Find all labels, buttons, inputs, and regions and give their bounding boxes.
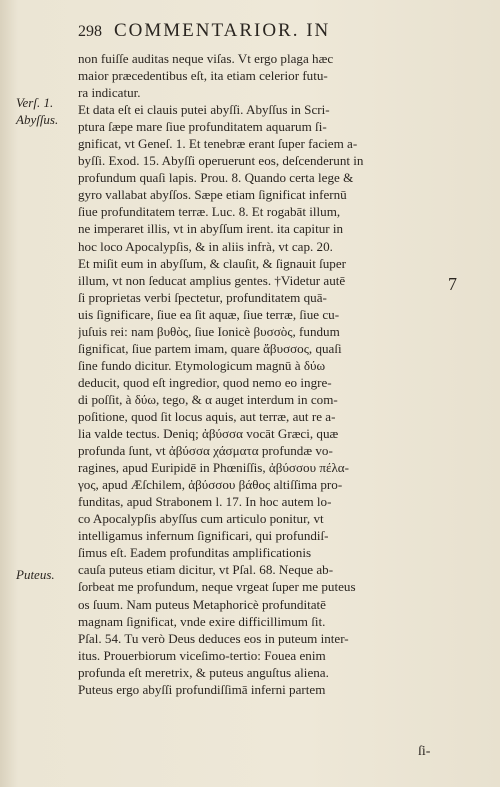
text-line: ſiue profunditatem terræ. Luc. 8. Et rogabāt illum, bbox=[78, 204, 341, 220]
text-line: illum, vt non ſeducat amplius gentes. †Videtur autē bbox=[78, 272, 346, 288]
signature-mark: ſi- bbox=[418, 744, 431, 759]
text-line: lia valde tectus. Deniq; ἀβύσσα vocāt Græci, quæ bbox=[78, 426, 339, 442]
text-line: ragines, apud Euripidē in Phœniſſis, ἀβύσσου πέλα- bbox=[78, 460, 350, 476]
right-margin-number: 7 bbox=[448, 274, 457, 294]
text-line: juſuis rei: nam βυθὸς, ſiue Ionicè βυσσὸς, fundum bbox=[78, 323, 340, 339]
text-line: intelligamus infernum ſignificari, qui profundiſ- bbox=[78, 528, 329, 544]
text-line: ſi proprietas verbi ſpectetur, profunditatem quā- bbox=[78, 289, 327, 305]
text-line: Et data eſt ei clauis putei abyſſi. Abyſſus in Scri- bbox=[78, 102, 330, 118]
text-line: cauſa puteus etiam dicitur, vt Pſal. 68. Neque ab- bbox=[78, 562, 334, 578]
text-line: ſignificat, ſiue partem imam, quare ἄβυσσος, quaſi bbox=[78, 340, 342, 356]
text-line: hoc loco Apocalypſis, & in aliis infrà, vt cap. 20. bbox=[78, 238, 333, 254]
text-line: profundum quaſi lapis. Prou. 8. Quando certa lege & bbox=[78, 170, 354, 186]
text-line: non fuiſſe auditas neque viſas. Vt ergo plaga hæc bbox=[78, 51, 334, 66]
text-line: itus. Prouerbiorum viceſimo-tertio: Fouea enim bbox=[78, 647, 326, 663]
text-line: ſimus eſt. Eadem profunditas amplificationis bbox=[78, 545, 312, 561]
text-line: funditas, apud Strabonem l. 17. In hoc autem lo- bbox=[78, 494, 332, 510]
margin-note-puteus: Puteus. bbox=[16, 567, 55, 582]
text-line: byſſi. Exod. 15. Abyſſi operuerunt eos, deſcenderunt in bbox=[78, 153, 364, 169]
text-line: ne imperaret illis, vt in abyſſum irent. ita capitur in bbox=[78, 221, 344, 237]
text-line: co Apocalypſis abyſſus cum articulo ponitur, vt bbox=[78, 511, 324, 527]
text-line: gnificat, vt Geneſ. 1. Et tenebræ erant ſuper faciem a- bbox=[78, 136, 358, 152]
text-line: os ſuum. Nam puteus Metaphoricè profunditatē bbox=[78, 596, 326, 612]
text-line: poſitione, quod ſit locus aquis, aut terræ, aut re a- bbox=[78, 408, 336, 424]
text-line: maior præcedentibus eſt, ita etiam celerior futu- bbox=[78, 68, 328, 84]
text-line: gyro vallabat abyſſos. Sæpe etiam ſignificat infernū bbox=[78, 187, 347, 203]
text-line: Puteus ergo abyſſi profundiſſimā inferni partem bbox=[78, 681, 326, 697]
text-body bbox=[78, 50, 420, 698]
text-line: di poſſit, à δύω, tego, & α auget interdum in com- bbox=[78, 391, 338, 407]
text-line: Et miſit eum in abyſſum, & clauſit, & ſignauit ſuper bbox=[78, 255, 347, 271]
text-line: magnam ſignificat, vnde exire difficillimum ſit. bbox=[78, 613, 326, 629]
margin-note-verse: Verſ. 1. bbox=[16, 95, 54, 110]
text-line: ra indicatur. bbox=[78, 85, 141, 101]
text-line: profunda ſunt, vt ἀβύσσα χάσματα profundæ vo- bbox=[78, 443, 333, 459]
text-line: γος, apud Æſchilem, ἀβύσσου βάθος altiſſima pro- bbox=[78, 477, 343, 493]
text-line: deducit, quod eſt ingredior, quod nemo eo ingre- bbox=[78, 374, 332, 390]
text-line: uis ſignificare, ſiue ea ſit aquæ, ſiue terræ, ſiue cu- bbox=[78, 306, 340, 322]
text-line: Pſal. 54. Tu verò Deus deduces eos in puteum inter- bbox=[78, 630, 349, 646]
running-title: COMMENTARIOR. IN bbox=[114, 20, 331, 41]
margin-note-abyssus: Abyſſus. bbox=[16, 112, 59, 127]
running-header bbox=[78, 20, 460, 42]
text-line: ptura ſæpe mare ſiue profunditatem aquarum ſi- bbox=[78, 119, 327, 135]
text-line: ſine fundo dicitur. Etymologicum magnū à δύω bbox=[78, 357, 326, 373]
page-number: 298 bbox=[78, 23, 102, 40]
text-line: ſorbeat me profundum, neque vrgeat ſuper me puteus bbox=[78, 579, 356, 595]
text-line: profunda eſt meretrix, & puteus anguſtus aliena. bbox=[78, 664, 329, 680]
